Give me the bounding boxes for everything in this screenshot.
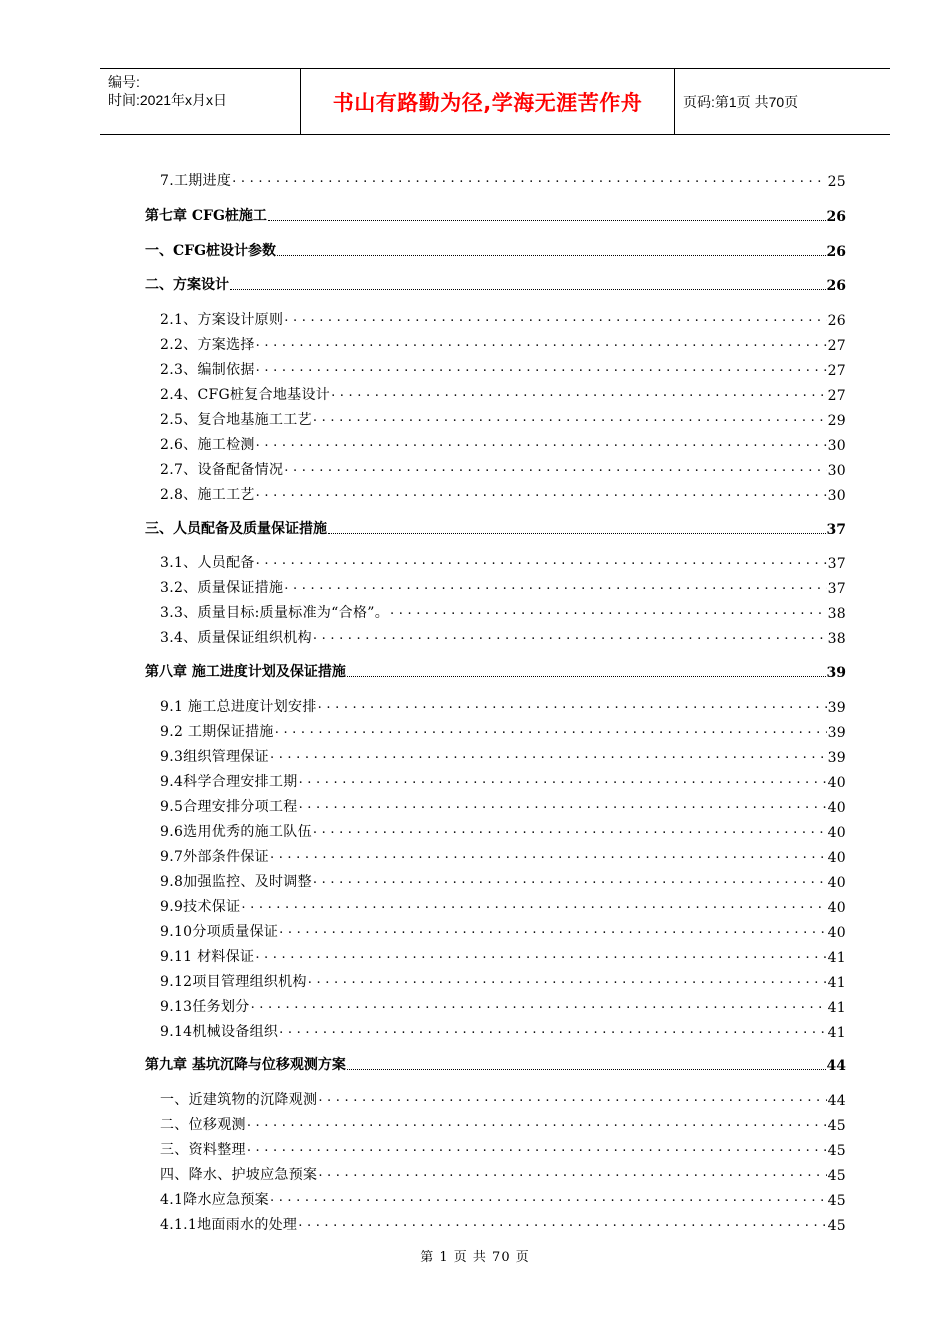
toc-entry-page: 45: [827, 1143, 846, 1159]
toc-dot-leader: [347, 676, 826, 677]
toc-dot-leader: [251, 996, 827, 1012]
toc-entry-page: 44: [827, 1093, 846, 1109]
toc-entry-page: 27: [827, 363, 846, 379]
toc-dot-leader: [284, 309, 826, 325]
toc-entry[interactable]: [160, 434, 846, 454]
toc-entry[interactable]: [160, 552, 846, 572]
toc-entry[interactable]: [160, 409, 846, 429]
toc-entry-title: 9.9技术保证: [160, 899, 241, 915]
page-footer: 第 1 页 共 70 页: [420, 1250, 530, 1265]
toc-entry-page: 37: [827, 556, 846, 572]
toc-entry-page: 26: [826, 278, 846, 294]
toc-entry-page: 40: [827, 825, 846, 841]
toc-entry-page: 26: [826, 244, 846, 260]
toc-dot-leader: [313, 409, 827, 425]
toc-entry-page: 44: [826, 1058, 846, 1074]
toc-entry-title: 9.14机械设备组织: [160, 1024, 279, 1040]
toc-entry-page: 40: [827, 850, 846, 866]
toc-entry-title: 3.2、质量保证措施: [160, 580, 284, 596]
toc-dot-leader: [347, 1069, 826, 1070]
toc-entry[interactable]: [160, 871, 846, 891]
toc-entry-page: 30: [827, 488, 846, 504]
toc-dot-leader: [279, 921, 826, 937]
toc-dot-leader: [298, 1214, 826, 1230]
toc-entry-title: 9.7外部条件保证: [160, 849, 269, 865]
toc-dot-leader: [230, 289, 826, 290]
toc-entry[interactable]: [160, 996, 846, 1016]
toc-dot-leader: [275, 721, 827, 737]
toc-entry-title: 9.2 工期保证措施: [160, 724, 274, 740]
toc-entry[interactable]: [160, 627, 846, 647]
toc-entry-title: 一、CFG桩设计参数: [145, 243, 277, 259]
toc-dot-leader: [241, 896, 826, 912]
toc-entry-title: 二、位移观测: [160, 1117, 246, 1133]
toc-entry-page: 39: [826, 665, 846, 681]
toc-entry[interactable]: [160, 746, 846, 766]
toc-dot-leader: [390, 602, 827, 618]
toc-entry-page: 40: [827, 775, 846, 791]
toc-dot-leader: [255, 946, 826, 962]
toc-entry-title: 7.工期进度: [160, 173, 232, 189]
toc-entry[interactable]: [160, 796, 846, 816]
toc-dot-leader: [270, 846, 827, 862]
toc-entry-title: 3.4、质量保证组织机构: [160, 630, 312, 646]
toc-dot-leader: [328, 533, 826, 534]
toc-entry-title: 4.1降水应急预案: [160, 1192, 269, 1208]
toc-entry-title: 9.4科学合理安排工期: [160, 774, 298, 790]
toc-entry-title: 9.11 材料保证: [160, 949, 255, 965]
toc-entry-title: 第九章 基坑沉降与位移观测方案: [145, 1057, 346, 1073]
toc-dot-leader: [247, 1139, 827, 1155]
toc-entry-title: 2.4、CFG桩复合地基设计: [160, 387, 331, 403]
toc-entry-page: 25: [827, 174, 846, 190]
toc-dot-leader: [256, 359, 827, 375]
toc-entry-title: 三、资料整理: [160, 1142, 246, 1158]
toc-entry[interactable]: [160, 771, 846, 791]
toc-dot-leader: [318, 1089, 826, 1105]
toc-chapter-entry[interactable]: [145, 240, 846, 260]
toc-entry-page: 39: [827, 725, 846, 741]
toc-entry-page: 45: [827, 1193, 846, 1209]
toc-entry-title: 2.7、设备配备情况: [160, 462, 284, 478]
toc-dot-leader: [284, 577, 826, 593]
toc-dot-leader: [247, 1114, 827, 1130]
toc-entry-page: 27: [827, 388, 846, 404]
toc-chapter-entry[interactable]: [145, 518, 846, 538]
toc-entry[interactable]: [160, 896, 846, 916]
toc-entry-page: 40: [827, 925, 846, 941]
header-motto: 书山有路勤为径,学海无涯苦作舟: [301, 69, 675, 134]
toc-dot-leader: [313, 627, 827, 643]
toc-entry-title: 四、降水、护坡应急预案: [160, 1167, 318, 1183]
toc-entry-title: 3.1、人员配备: [160, 555, 255, 571]
toc-entry-title: 9.13任务划分: [160, 999, 250, 1015]
toc-entry-title: 9.12项目管理组织机构: [160, 974, 307, 990]
toc-entry-page: 37: [826, 522, 846, 538]
toc-entry-page: 45: [827, 1168, 846, 1184]
header-meta: [100, 69, 301, 134]
toc-dot-leader: [270, 1189, 827, 1205]
toc-entry-title: 3.3、质量目标:质量标准为“合格”。: [160, 605, 389, 621]
toc-entry[interactable]: [160, 1189, 846, 1209]
toc-entry[interactable]: [160, 821, 846, 841]
toc-entry[interactable]: [160, 359, 846, 379]
toc-entry-title: 9.10分项质量保证: [160, 924, 279, 940]
number-label: 编号:: [108, 74, 140, 90]
toc-entry[interactable]: [160, 384, 846, 404]
toc-entry-page: 29: [827, 413, 846, 429]
toc-entry-title: 9.3组织管理保证: [160, 749, 269, 765]
toc-entry-title: 二、方案设计: [145, 277, 229, 293]
toc-entry-title: 2.6、施工检测: [160, 437, 255, 453]
toc-dot-leader: [313, 821, 827, 837]
toc-chapter-entry[interactable]: [145, 661, 846, 681]
toc-entry[interactable]: [160, 459, 846, 479]
toc-entry[interactable]: [160, 846, 846, 866]
toc-dot-leader: [318, 696, 827, 712]
toc-entry[interactable]: [160, 484, 846, 504]
toc-entry[interactable]: [160, 602, 846, 622]
toc-entry-page: 30: [827, 463, 846, 479]
toc-entry-page: 39: [827, 700, 846, 716]
toc-dot-leader: [270, 746, 827, 762]
toc-entry[interactable]: [160, 1089, 846, 1109]
toc-entry-title: 2.5、复合地基施工工艺: [160, 412, 312, 428]
toc-entry-title: 2.3、编制依据: [160, 362, 255, 378]
toc-chapter-entry[interactable]: [145, 1054, 846, 1074]
toc-entry-page: 41: [827, 1000, 846, 1016]
toc-entry-title: 三、人员配备及质量保证措施: [145, 521, 327, 537]
toc-entry[interactable]: [160, 696, 846, 716]
toc-entry[interactable]: [160, 1114, 846, 1134]
toc-entry-page: 45: [827, 1218, 846, 1234]
toc-entry[interactable]: [160, 971, 846, 991]
toc-entry[interactable]: [160, 1214, 846, 1234]
toc-entry[interactable]: [160, 577, 846, 597]
toc-dot-leader: [256, 484, 827, 500]
toc-entry-page: 26: [826, 209, 846, 225]
toc-entry-page: 38: [827, 631, 846, 647]
toc-dot-leader: [331, 384, 827, 400]
toc-entry-page: 30: [827, 438, 846, 454]
toc-dot-leader: [313, 871, 827, 887]
toc-chapter-entry[interactable]: [145, 205, 846, 225]
toc-entry-title: 第八章 施工进度计划及保证措施: [145, 664, 346, 680]
toc-dot-leader: [299, 796, 827, 812]
toc-dot-leader: [256, 552, 827, 568]
toc-entry-title: 一、近建筑物的沉降观测: [160, 1092, 318, 1108]
toc-entry-page: 41: [827, 1025, 846, 1041]
toc-entry[interactable]: [160, 721, 846, 741]
toc-entry-title: 第七章 CFG桩施工: [145, 208, 267, 224]
toc-dot-leader: [279, 1021, 826, 1037]
toc-entry-title: 4.1.1地面雨水的处理: [160, 1217, 298, 1233]
toc-entry-title: 9.1 施工总进度计划安排: [160, 699, 317, 715]
toc-entry-page: 39: [827, 750, 846, 766]
toc-entry-title: 2.8、施工工艺: [160, 487, 255, 503]
toc-dot-leader: [232, 170, 826, 186]
toc-entry-title: 9.6选用优秀的施工队伍: [160, 824, 312, 840]
toc-dot-leader: [277, 255, 825, 256]
toc-entry-page: 40: [827, 875, 846, 891]
toc-entry-page: 37: [827, 581, 846, 597]
toc-entry-page: 45: [827, 1118, 846, 1134]
toc-entry[interactable]: [160, 309, 846, 329]
toc-entry[interactable]: [160, 1021, 846, 1041]
toc-dot-leader: [299, 771, 827, 787]
toc-dot-leader: [284, 459, 826, 475]
time-label: 时间:2021年x月x日: [108, 92, 228, 108]
toc-entry-page: 38: [827, 606, 846, 622]
toc-entry-page: 26: [827, 313, 846, 329]
page-header: [100, 68, 890, 135]
toc-entry[interactable]: [160, 1139, 846, 1159]
toc-dot-leader: [268, 220, 826, 221]
toc-dot-leader: [256, 334, 827, 350]
header-page-info: 页码:第1页 共70页: [683, 93, 799, 110]
toc-entry-title: 2.1、方案设计原则: [160, 312, 284, 328]
toc-chapter-entry[interactable]: [145, 274, 846, 294]
toc-entry-page: 41: [827, 950, 846, 966]
toc-dot-leader: [256, 434, 827, 450]
toc-entry-page: 40: [827, 900, 846, 916]
toc-entry[interactable]: [160, 334, 846, 354]
toc-entry-title: 2.2、方案选择: [160, 337, 255, 353]
toc-dot-leader: [318, 1164, 826, 1180]
toc-entry-page: 27: [827, 338, 846, 354]
toc-entry[interactable]: [160, 170, 846, 190]
toc-dot-leader: [308, 971, 827, 987]
toc-entry-title: 9.5合理安排分项工程: [160, 799, 298, 815]
toc-entry-page: 40: [827, 800, 846, 816]
toc-entry[interactable]: [160, 946, 846, 966]
toc-entry[interactable]: [160, 1164, 846, 1184]
toc-entry-page: 41: [827, 975, 846, 991]
toc-entry-title: 9.8加强监控、及时调整: [160, 874, 312, 890]
toc-entry[interactable]: [160, 921, 846, 941]
